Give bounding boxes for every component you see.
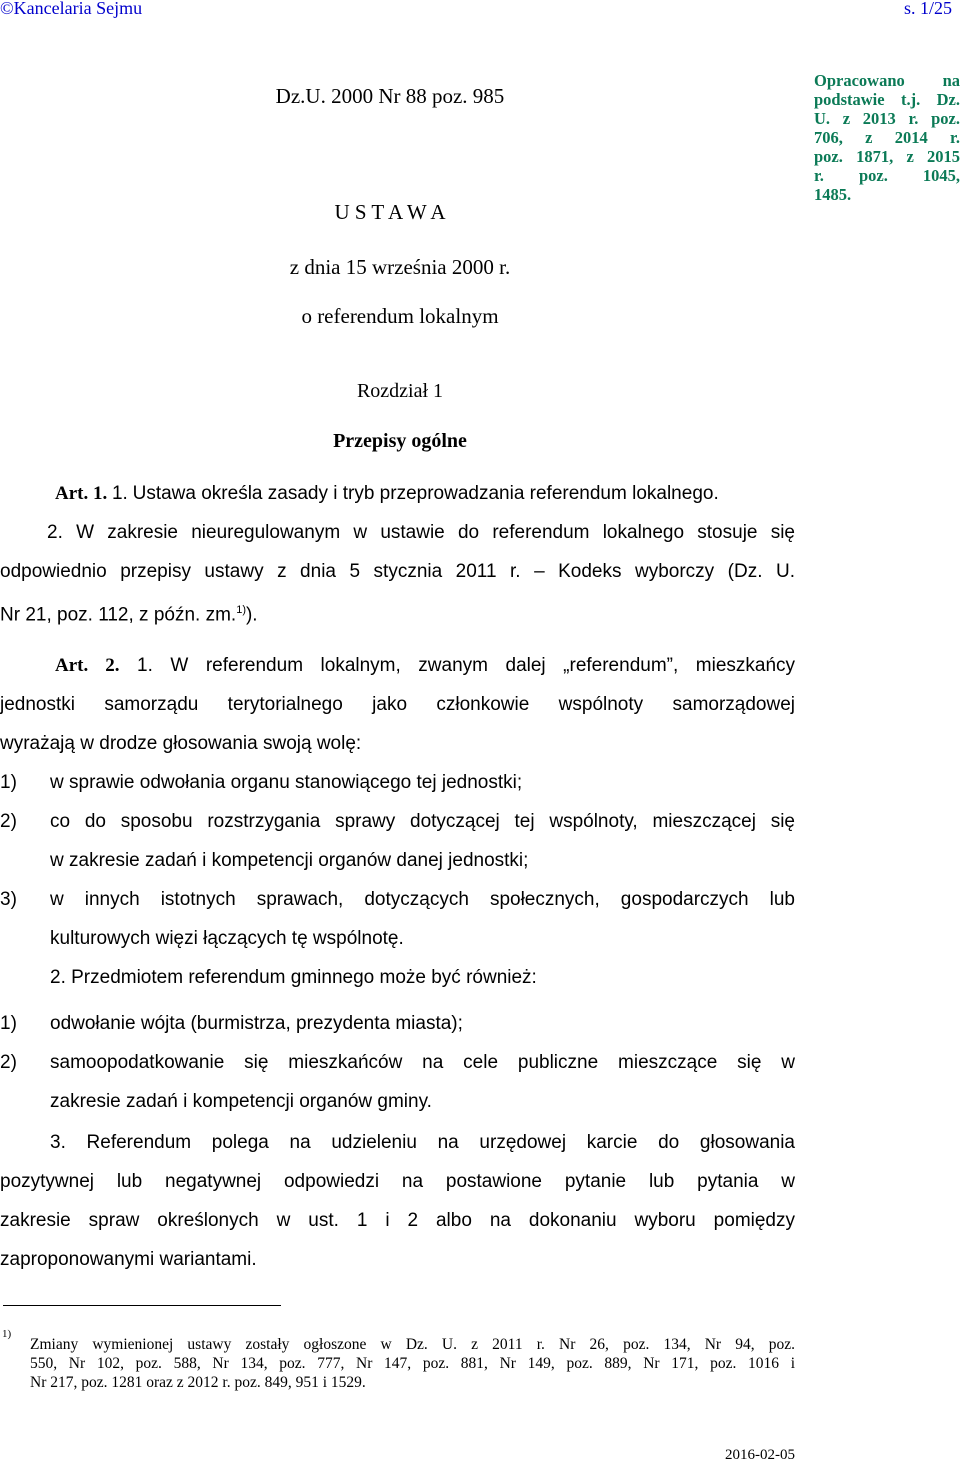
art2-p1-num: 1. [137,655,153,676]
header-page-number: s. 1/25 [903,0,952,18]
art1-paragraph1 [55,474,795,513]
art2-p1-line: jednostki samorządu terytorialnego jako członkowie wspólnoty samorządowej [0,694,795,715]
footnote-line: 550, Nr 102, poz. 588, Nr 134, poz. 777, Nr 147, poz. 881, Nr 149, poz. 889, Nr 171, poz. 1016 i [30,1355,795,1372]
list-item-number: 2) [0,1052,17,1073]
footer-date: 2016-02-05 [725,1447,795,1463]
art1-label: Art. 1. [55,483,108,504]
list-item-number: 3) [0,889,17,910]
art2-list2 [0,1004,795,1121]
footnote-separator [3,1305,281,1306]
list-item-text: samoopodatkowanie się mieszkańców na cele publiczne mieszczące się w [50,1052,795,1073]
list-item-number: 1) [0,772,17,793]
art2-p1-line: W referendum lokalnym, zwanym dalej „referendum”, mieszkańcy [170,655,796,676]
art1-p2-close: ). [245,604,258,626]
note-line: poz. 1871, z 2015 [814,147,960,166]
art2-paragraph3 [0,1123,795,1279]
list-item-text: w zakresie zadań i kompetencji organów danej jednostki; [50,850,529,871]
art1-p2-line: odpowiednio przepisy ustawy z dnia 5 stycznia 2011 r. – Kodeks wyborczy (Dz. U. [0,561,795,582]
art2-label: Art. 2. [55,655,120,676]
list-item [0,1043,795,1121]
note-line: Opracowano na [814,71,960,90]
note-line: U. z 2013 r. poz. [814,109,960,128]
art2-list1 [0,763,795,958]
list-item-text: kulturowych więzi łączących tę wspólnotę. [50,928,404,949]
art2-p3-line: zakresie spraw określonych w ust. 1 i 2 albo na dokonaniu wyboru pomiędzy [0,1210,795,1231]
note-line: 1485. [814,185,852,204]
note-line: podstawie t.j. Dz. [814,90,960,109]
list-item [0,763,795,802]
footnote-mark: 1) [2,1328,12,1340]
chapter-title: Przepisy ogólne [333,430,467,452]
art2-paragraph2: 2. Przedmiotem referendum gminnego może być również: [50,967,537,988]
list-item-number: 1) [0,1013,17,1034]
header-publisher: ©Kancelaria Sejmu [0,0,143,18]
footnote-line: Zmiany wymienionej ustawy zostały ogłoszone w Dz. U. z 2011 r. Nr 26, poz. 134, Nr 94, poz. [30,1336,795,1353]
list-item [0,802,795,880]
list-item-text: co do sposobu rozstrzygania sprawy dotyczącej tej wspólnoty, mieszczącej się [50,811,795,832]
list-item [0,1004,795,1043]
art2-p1-line: wyrażają w drodze głosowania swoją wolę: [0,733,362,754]
art1-p2-num: 2. [47,522,63,543]
footnote-text [30,1335,795,1392]
note-line: r. poz. 1045, [814,166,960,185]
art1-paragraph2 [0,513,795,634]
art2-p3-line: zaproponowanymi wariantami. [0,1249,257,1270]
art2-p3-line: 3. Referendum polega na udzieleniu na urzędowej karcie do głosowania [50,1132,795,1153]
list-item-text: zakresie zadań i kompetencji organów gminy. [50,1091,432,1112]
art2-paragraph1 [0,646,795,763]
footnote-reference[interactable]: 1) [236,604,246,616]
act-date: z dnia 15 września 2000 r. [289,255,511,279]
art1-p1-num: 1. [111,483,128,504]
consolidation-note [814,71,960,204]
footnote-line: Nr 217, poz. 1281 oraz z 2012 r. poz. 849, 951 i 1529. [30,1374,366,1391]
journal-reference: Dz.U. 2000 Nr 88 poz. 985 [275,84,505,108]
art2-p3-line: pozytywnej lub negatywnej odpowiedzi na postawione pytanie lub pytania w [0,1171,795,1192]
list-item-number: 2) [0,811,17,832]
list-item-text: w innych istotnych sprawach, dotyczących społecznych, gospodarczych lub [50,889,795,910]
art1-p1-text: Ustawa określa zasady i tryb przeprowadzania referendum lokalnego. [132,483,719,504]
act-subject: o referendum lokalnym [301,304,499,328]
list-item-text: odwołanie wójta (burmistrza, prezydenta miasta); [50,1013,463,1034]
art1-p2-line: W zakresie nieuregulowanym w ustawie do referendum lokalnego stosuje się [76,522,795,543]
art1-p2-line: Nr 21, poz. 112, z późn. zm. [0,604,237,626]
note-line: 706, z 2014 r. [814,128,960,147]
act-type: U S T A W A [334,200,446,224]
list-item [0,880,795,958]
list-item-text: w sprawie odwołania organu stanowiącego tej jednostki; [50,772,523,793]
chapter-number: Rozdział 1 [356,380,444,402]
